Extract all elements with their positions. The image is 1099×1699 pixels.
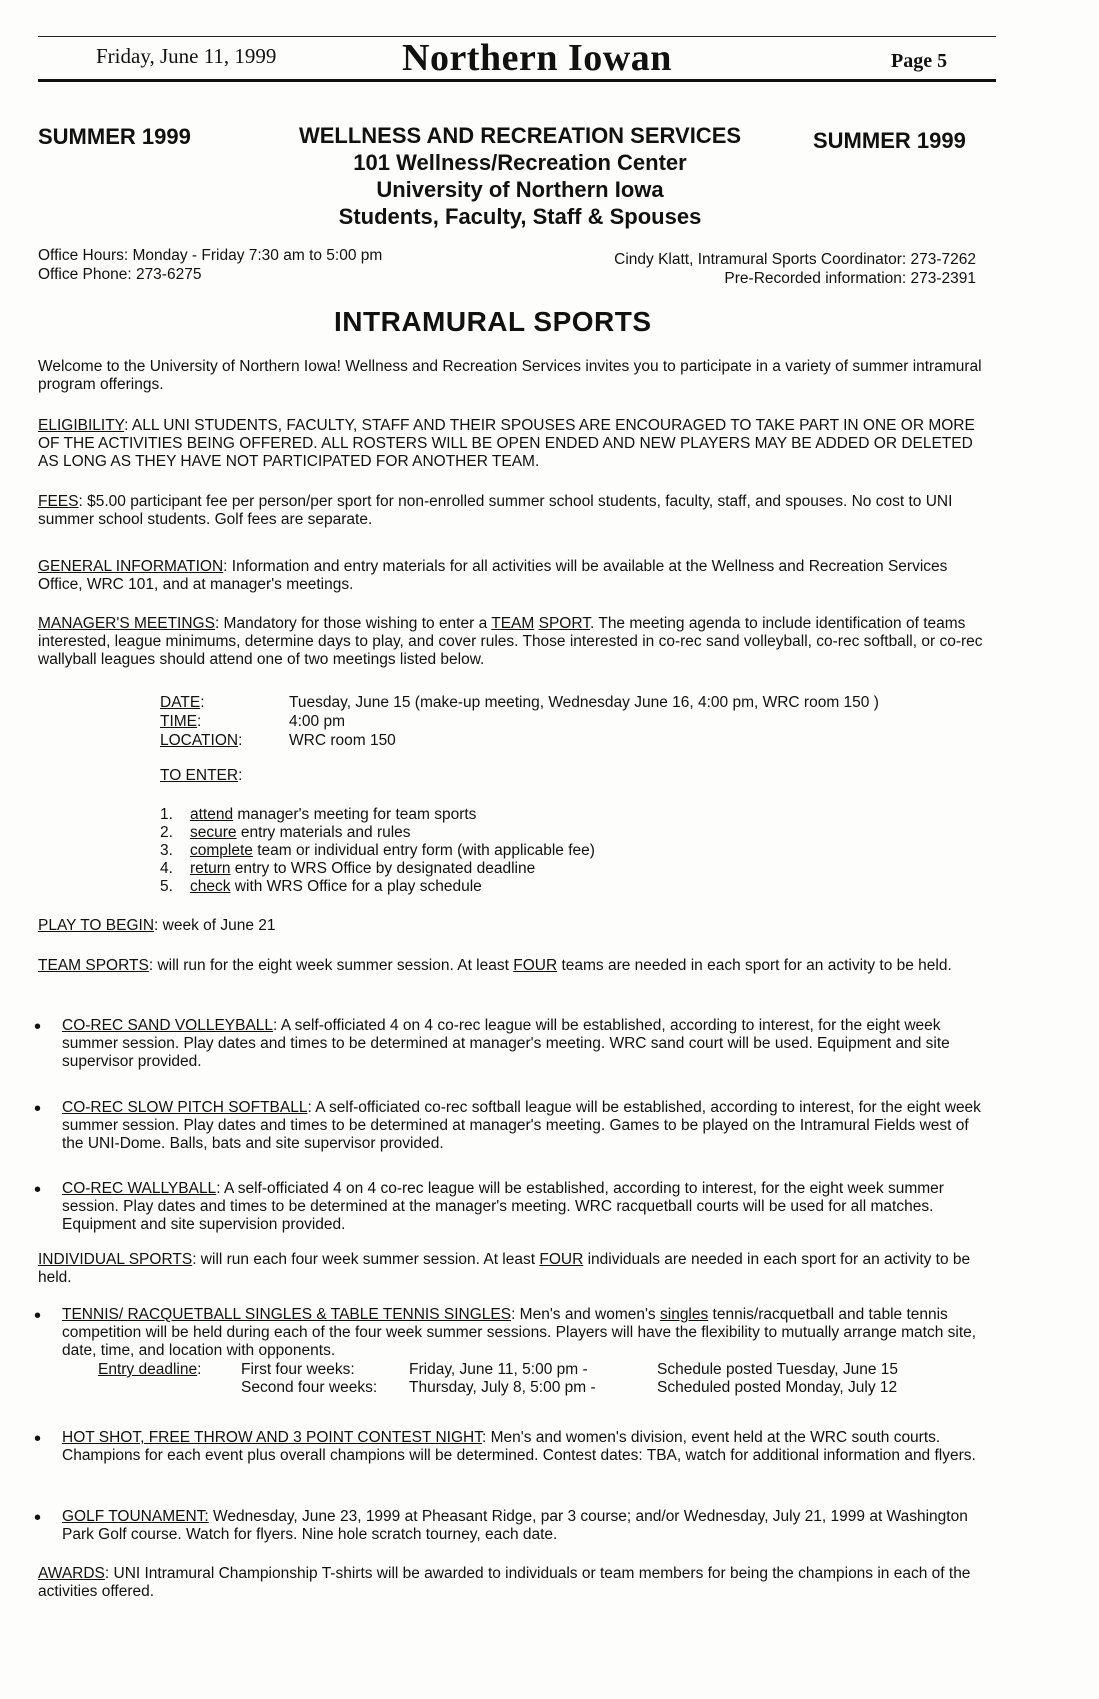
team-sports-text-b: teams are needed in each sport for an activity to be held. xyxy=(557,957,952,974)
header-university: University of Northern Iowa xyxy=(376,177,664,202)
step-number: 5. xyxy=(160,878,173,895)
golf-label: GOLF TOUNAMENT: xyxy=(62,1508,209,1525)
deadline-row: Entry deadline: First four weeks: Friday, June 11, 5:00 pm - Schedule posted Tuesday, June 15 xyxy=(98,1361,898,1378)
individual-sports-paragraph xyxy=(38,1251,993,1287)
step-number: 2. xyxy=(160,824,173,841)
step-verb: secure xyxy=(190,824,237,841)
contact-info xyxy=(530,250,976,288)
softball-item xyxy=(34,1099,994,1153)
managers-meetings-text-a: : Mandatory for those wishing to enter a xyxy=(214,615,492,632)
awards-paragraph xyxy=(38,1565,993,1601)
team-sports-paragraph xyxy=(38,957,993,975)
fees-text: : $5.00 participant fee per person/per sport for non-enrolled summer school students, faculty, staff, and spouses. No cost to UNI summer school students. Golf fees are separate. xyxy=(38,493,953,528)
to-enter-label: TO ENTER xyxy=(160,767,239,784)
step-text: entry to WRS Office by designated deadline xyxy=(230,860,536,877)
hot-shot-item xyxy=(34,1429,994,1465)
eligibility-label: ELIGIBILITY xyxy=(38,417,125,434)
sand-volleyball-label: CO-REC SAND VOLLEYBALL xyxy=(62,1017,274,1034)
team-sports-text-a: : will run for the eight week summer session. At least xyxy=(148,957,514,974)
step-item xyxy=(160,842,595,860)
step-verb: complete xyxy=(190,842,253,859)
step-number: 1. xyxy=(160,806,173,823)
header-summer-left: SUMMER 1999 xyxy=(38,124,191,149)
step-item xyxy=(160,824,595,842)
wallyball-item xyxy=(34,1180,994,1234)
header-summer-right: SUMMER 1999 xyxy=(813,128,966,153)
hot-shot-label: HOT SHOT, FREE THROW AND 3 POINT CONTEST NIGHT xyxy=(62,1429,482,1446)
golf-text: Wednesday, June 23, 1999 at Pheasant Ridge, par 3 course; and/or Wednesday, July 21, 1999 at Washington Park Golf course. Watch for flyers. Nine hole scratch tourney, each date. xyxy=(62,1508,968,1543)
bullet-icon: • xyxy=(34,1179,42,1201)
play-to-begin-paragraph xyxy=(38,917,993,935)
entry-deadline-label: Entry deadline xyxy=(98,1361,198,1378)
eligibility-text: : ALL UNI STUDENTS, FACULTY, STAFF AND THEIR SPOUSES ARE ENCOURAGED TO TAKE PART IN ONE OR MORE OF THE ACTIVITIES BEING OFFERED. ALL ROSTERS WILL BE OPEN ENDED AND NEW PLAYERS MAY BE ADDED OR DELETED AS LONG AS THEY HAVE NOT PARTICIPATED FOR ANOTHER TEAM. xyxy=(38,417,975,470)
prerecorded-info: Pre-Recorded information: 273-2391 xyxy=(724,270,976,287)
header-center-name: 101 Wellness/Recreation Center xyxy=(353,150,687,175)
office-hours: Office Hours: Monday - Friday 7:30 am to 5:00 pm xyxy=(38,247,383,264)
step-verb: attend xyxy=(190,806,234,823)
step-item xyxy=(160,860,595,878)
general-info-paragraph xyxy=(38,558,993,594)
individual-sports-text-b: individuals are needed in each sport for an activity to be held. xyxy=(38,1251,971,1286)
singles-word: singles xyxy=(660,1306,709,1323)
bullet-icon: • xyxy=(34,1098,42,1120)
step-item xyxy=(160,878,595,896)
deadline-session: Second four weeks: xyxy=(241,1379,378,1396)
golf-item xyxy=(34,1508,994,1544)
header-org-name: WELLNESS AND RECREATION SERVICES xyxy=(298,123,742,148)
step-verb: return xyxy=(190,860,231,877)
bullet-icon: • xyxy=(34,1016,42,1038)
deadline-row xyxy=(62,1379,994,1397)
eligibility-paragraph xyxy=(38,417,993,471)
deadline-schedule: Scheduled posted Monday, July 12 xyxy=(657,1379,898,1396)
step-item xyxy=(160,806,595,824)
bullet-icon: • xyxy=(34,1507,42,1529)
awards-label: AWARDS xyxy=(38,1565,105,1582)
play-to-begin-text: : week of June 21 xyxy=(154,917,276,934)
tennis-label: TENNIS/ RACQUETBALL SINGLES & TABLE TENNIS SINGLES xyxy=(62,1306,512,1323)
individual-sports-text-a: : will run each four week summer session. At least xyxy=(192,1251,540,1268)
team-sports-label: TEAM SPORTS xyxy=(38,957,149,974)
meeting-time-row: TIME: 4:00 pm xyxy=(160,713,346,730)
masthead-title: Northern Iowan xyxy=(402,37,672,79)
softball-label: CO-REC SLOW PITCH SOFTBALL xyxy=(62,1099,308,1116)
deadline-date: Friday, June 11, 5:00 pm - xyxy=(409,1361,588,1378)
section-title: INTRAMURAL SPORTS xyxy=(334,306,652,337)
team-word: TEAM xyxy=(491,615,535,632)
sand-volleyball-text: : A self-officiated 4 on 4 co-rec league will be established, according to interest, for the eight week summer session. Play dates and times to be determined at manager's meeting. WRC sand court will be used. Equipment and site supervisor provided. xyxy=(62,1017,950,1070)
meeting-location-row: LOCATION: WRC room 150 xyxy=(160,732,396,749)
header-audience: Students, Faculty, Staff & Spouses xyxy=(338,204,702,229)
meeting-date-row: DATE: Tuesday, June 15 (make-up meeting, Wednesday June 16, 4:00 pm, WRC room 150 ) xyxy=(160,694,879,711)
step-text: team or individual entry form (with applicable fee) xyxy=(252,842,595,859)
tennis-item xyxy=(34,1306,994,1397)
individual-sports-label: INDIVIDUAL SPORTS xyxy=(38,1251,193,1268)
deadline-date: Thursday, July 8, 5:00 pm - xyxy=(409,1379,596,1396)
four-word: FOUR xyxy=(513,957,558,974)
fees-paragraph xyxy=(38,493,993,529)
general-info-label: GENERAL INFORMATION xyxy=(38,558,224,575)
meeting-details xyxy=(160,693,879,750)
coordinator-contact: Cindy Klatt, Intramural Sports Coordinator: 273-7262 xyxy=(614,251,976,268)
office-info xyxy=(38,246,382,284)
awards-text: : UNI Intramural Championship T-shirts will be awarded to individuals or team members for being the champions in each of the activities offered. xyxy=(38,1565,971,1600)
step-text: with WRS Office for a play schedule xyxy=(230,878,482,895)
header-center-block xyxy=(230,122,810,230)
softball-text: : A self-officiated co-rec softball league will be established, according to interest, for the eight week summer session. Play dates and times to be determined at manager's meeting. Games to be played on the Intramural Fields west of the UNI-Dome. Balls, bats and site supervisor provided. xyxy=(62,1099,981,1152)
date-label: DATE xyxy=(160,694,201,711)
wallyball-text: : A self-officiated 4 on 4 co-rec league will be established, according to interest, for the eight week summer session. Play dates and times to be determined at the manager's meeting. WRC racquetball courts will be used for all matches. Equipment and site supervision provided. xyxy=(62,1180,944,1233)
deadline-session: First four weeks: xyxy=(241,1361,355,1378)
time-label: TIME xyxy=(160,713,198,730)
location-label: LOCATION xyxy=(160,732,239,749)
fees-label: FEES xyxy=(38,493,79,510)
tennis-text-b: tennis/racquetball and table tennis competition will be held during each of the four week summer sessions. Players will have the flexibility to mutually arrange match site, date, time, and location with opponents. xyxy=(62,1306,977,1359)
office-phone: Office Phone: 273-6275 xyxy=(38,266,202,283)
wallyball-label: CO-REC WALLYBALL xyxy=(62,1180,217,1197)
deadline-schedule: Schedule posted Tuesday, June 15 xyxy=(657,1361,898,1378)
managers-meetings-text-b: . The meeting agenda to include identification of teams interested, league minimums, determine days to play, and cover rules. Those interested in co-rec sand volleyball, co-rec softball, or co-rec wallyball leagues should attend one of two meetings listed below. xyxy=(38,615,983,668)
bullet-icon: • xyxy=(34,1428,42,1450)
sport-word: SPORT xyxy=(538,615,591,632)
bullet-icon: • xyxy=(34,1305,42,1327)
to-enter-heading: TO ENTER: xyxy=(160,767,243,784)
step-number: 3. xyxy=(160,842,173,859)
managers-meetings-paragraph xyxy=(38,615,993,669)
four-word: FOUR xyxy=(539,1251,584,1268)
date-value: Tuesday, June 15 (make-up meeting, Wednesday June 16, 4:00 pm, WRC room 150 ) xyxy=(289,694,879,711)
masthead-date: Friday, June 11, 1999 xyxy=(96,44,277,68)
general-info-text: : Information and entry materials for all activities will be available at the Wellness and Recreation Services Office, WRC 101, and at manager's meetings. xyxy=(38,558,948,593)
to-enter-steps xyxy=(160,806,595,896)
location-value: WRC room 150 xyxy=(289,732,396,749)
masthead-page-number: Page 5 xyxy=(891,50,948,72)
masthead-bottom-rule xyxy=(38,79,996,82)
tennis-text-a: : Men's and women's xyxy=(511,1306,660,1323)
entry-deadline-table xyxy=(62,1361,994,1397)
time-value: 4:00 pm xyxy=(289,713,346,730)
welcome-paragraph: Welcome to the University of Northern Iowa! Wellness and Recreation Services invites you to participate in a variety of summer intramural program offerings. xyxy=(38,358,982,393)
play-to-begin-label: PLAY TO BEGIN xyxy=(38,917,155,934)
sand-volleyball-item xyxy=(34,1017,994,1071)
step-verb: check xyxy=(190,878,231,895)
step-number: 4. xyxy=(160,860,173,877)
managers-meetings-label: MANAGER'S MEETINGS xyxy=(38,615,215,632)
step-text: manager's meeting for team sports xyxy=(233,806,477,823)
step-text: entry materials and rules xyxy=(236,824,411,841)
hot-shot-text: : Men's and women's division, event held at the WRC south courts. Champions for each event plus overall champions will be determined. Contest dates: TBA, watch for additional information and flyers. xyxy=(62,1429,976,1464)
